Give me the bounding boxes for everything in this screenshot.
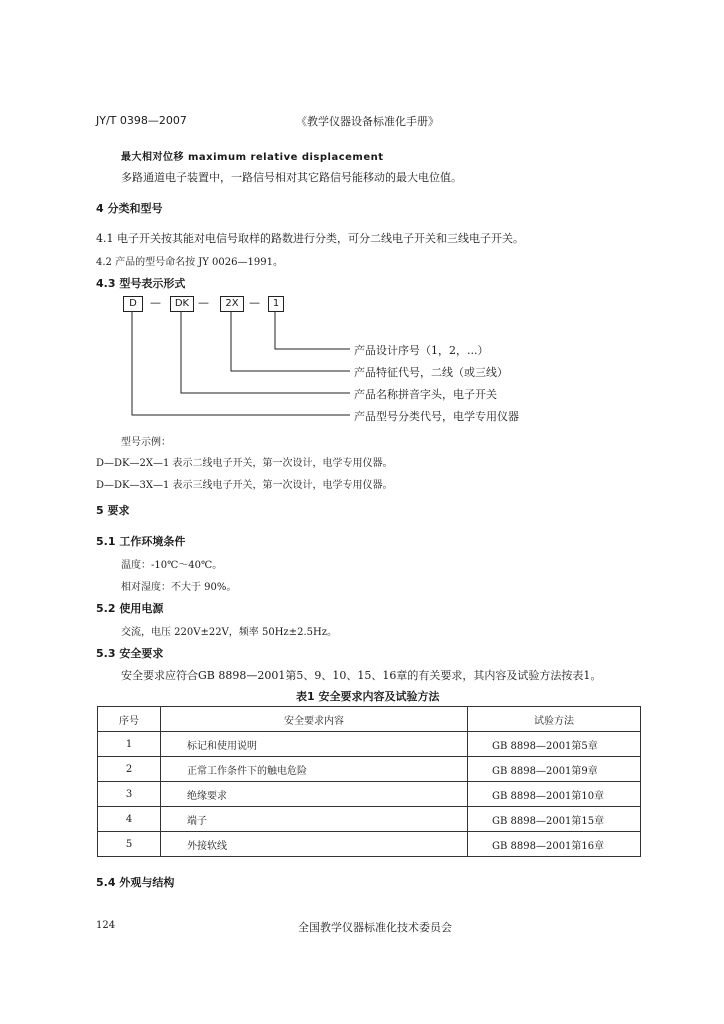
clause-4-3-heading: 4.3 型号表示形式 <box>96 277 186 290</box>
example-2: D—DK—3X—1 表示三线电子开关，第一次设计，电学专用仪器。 <box>96 480 393 491</box>
table-cell-index: 2 <box>98 757 161 782</box>
connector-class <box>132 312 350 415</box>
footer-organization: 全国教学仪器标准化技术委员会 <box>298 921 452 934</box>
table-row <box>98 832 641 857</box>
safety-requirements-table <box>97 706 641 857</box>
humidity-text: 相对湿度：不大于 90%。 <box>121 582 237 593</box>
temperature-text: 温度：-10℃～40℃。 <box>121 560 223 571</box>
model-label-serial: 产品设计序号（1，2，...） <box>354 344 489 357</box>
table-cell-method: GB 8898—2001第5章 <box>468 732 641 757</box>
connector-serial <box>275 312 350 349</box>
model-label-feature: 产品特征代号，二线（或三线） <box>354 366 508 379</box>
model-box-name: DK <box>170 296 194 312</box>
table-cell-requirement: 正常工作条件下的触电危险 <box>161 757 468 782</box>
model-box-class: D <box>123 296 143 312</box>
model-label-name: 产品名称拼音字头，电子开关 <box>354 388 497 401</box>
table-cell-requirement: 端子 <box>161 807 468 832</box>
clause-4-2: 4.2 产品的型号命名按 JY 0026—1991。 <box>96 257 283 268</box>
table-cell-method: GB 8898—2001第15章 <box>468 807 641 832</box>
example-1: D—DK—2X—1 表示二线电子开关，第一次设计，电学专用仪器。 <box>96 458 393 469</box>
model-box-feature: 2X <box>220 296 244 312</box>
table-1-caption: 表1 安全要求内容及试验方法 <box>296 690 440 703</box>
table-row <box>98 732 641 757</box>
table-header-row <box>98 707 641 732</box>
header-doc-number: JY/T 0398—2007 <box>96 114 187 127</box>
model-separator: — <box>150 296 161 309</box>
connector-name <box>181 312 350 393</box>
section-5-heading: 5 要求 <box>96 504 130 517</box>
clause-5-1-heading: 5.1 工作环境条件 <box>96 535 186 548</box>
clause-5-2-heading: 5.2 使用电源 <box>96 602 164 615</box>
model-box-serial: 1 <box>268 296 284 312</box>
table-cell-index: 1 <box>98 732 161 757</box>
table-row <box>98 782 641 807</box>
table-header-cell: 序号 <box>98 707 161 732</box>
safety-text: 安全要求应符合GB 8898—2001第5、9、10、15、16章的有关要求，其内容及试验方法按表1。 <box>121 669 602 682</box>
table-cell-index: 5 <box>98 832 161 857</box>
page-number: 124 <box>96 920 116 931</box>
table-header-cell: 试验方法 <box>468 707 641 732</box>
clause-4-1: 4.1 电子开关按其能对电信号取样的路数进行分类，可分二线电子开关和三线电子开关。 <box>96 232 524 245</box>
examples-title: 型号示例： <box>121 437 171 448</box>
table-cell-index: 3 <box>98 782 161 807</box>
table-header-cell: 安全要求内容 <box>161 707 468 732</box>
table-row <box>98 757 641 782</box>
table-cell-method: GB 8898—2001第10章 <box>468 782 641 807</box>
table-cell-method: GB 8898—2001第16章 <box>468 832 641 857</box>
term-title: 最大相对位移 maximum relative displacement <box>121 152 384 163</box>
model-separator: — <box>249 296 260 309</box>
table-cell-index: 4 <box>98 807 161 832</box>
term-definition: 多路通道电子装置中，一路信号相对其它路信号能移动的最大电位值。 <box>121 171 462 184</box>
model-separator: — <box>198 296 209 309</box>
power-text: 交流，电压 220V±22V，频率 50Hz±2.5Hz。 <box>121 627 337 638</box>
header-book-title: 《教学仪器设备标准化手册》 <box>296 115 439 128</box>
model-label-class: 产品型号分类代号，电学专用仪器 <box>354 410 519 423</box>
connector-feature <box>231 312 350 371</box>
table-cell-requirement: 绝缘要求 <box>161 782 468 807</box>
table-cell-method: GB 8898—2001第9章 <box>468 757 641 782</box>
table-cell-requirement: 外接软线 <box>161 832 468 857</box>
section-4-heading: 4 分类和型号 <box>96 202 163 215</box>
table-cell-requirement: 标记和使用说明 <box>161 732 468 757</box>
table-row <box>98 807 641 832</box>
clause-5-3-heading: 5.3 安全要求 <box>96 647 164 660</box>
clause-5-4-heading: 5.4 外观与结构 <box>96 876 175 889</box>
